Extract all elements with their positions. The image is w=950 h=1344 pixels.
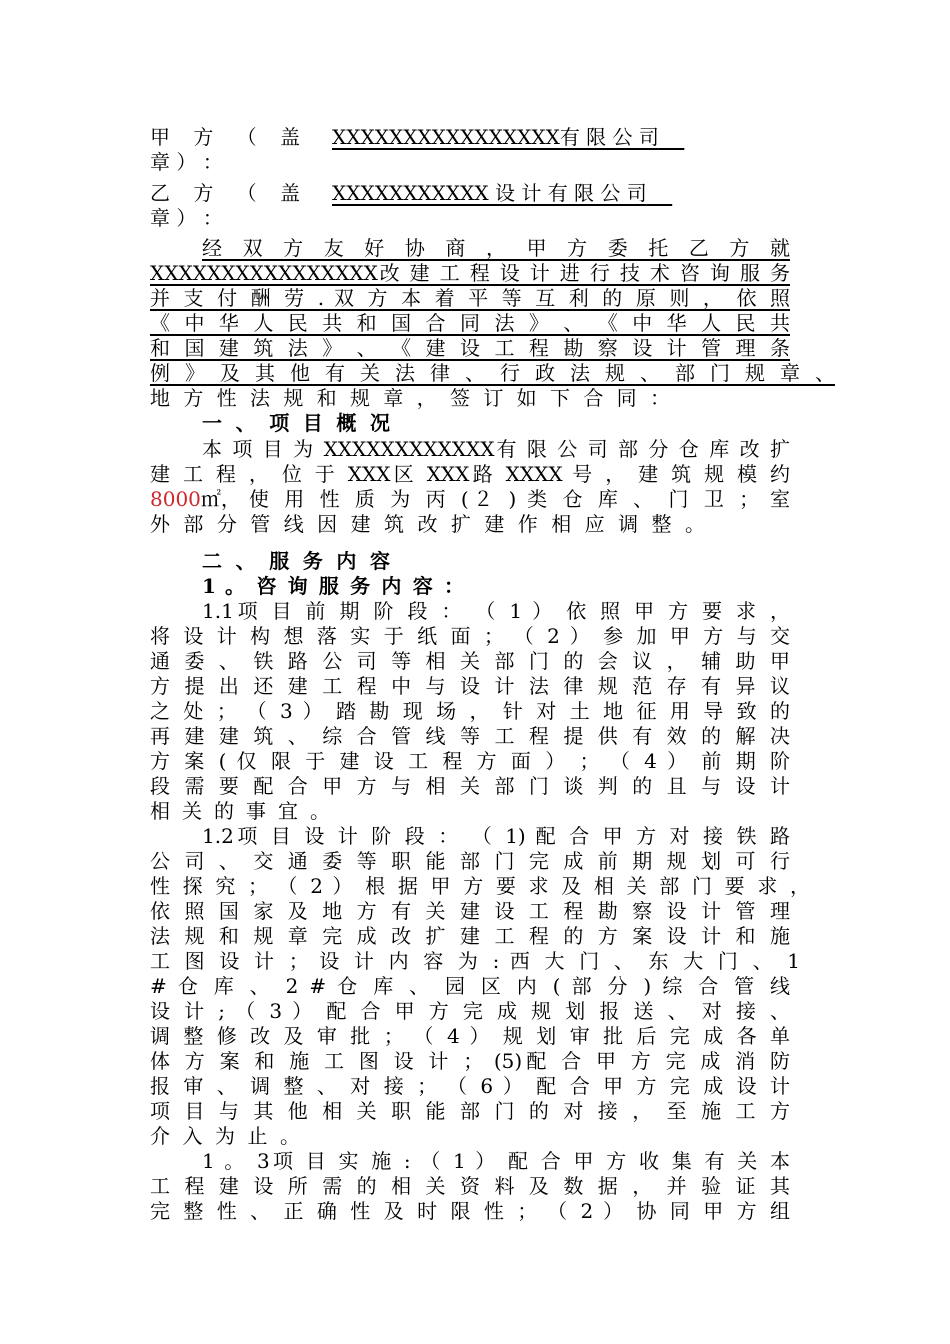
p12-line: 法 规 和 规 章 完 成 改 扩 建 工 程 的 方 案 设 计 和 施: [150, 924, 790, 948]
party-b-label-cont: 章 ） ：: [150, 206, 223, 230]
p11-line: 1.1项 目 前 期 阶 段 ： （ 1 ） 依 照 甲 方 要 求 ，: [202, 599, 790, 623]
preamble-line: 地 方 性 法 规 和 规 章 ， 签 订 如 下 合 同 ：: [150, 386, 670, 410]
section-1-heading: 一 、 项 目 概 况: [202, 411, 390, 435]
p12-line: 依 照 国 家 及 地 方 有 关 建 设 工 程 勘 察 设 计 管 理: [150, 899, 790, 923]
area-rest: 使 用 性 质 为 丙 (２ ) 类 仓 库 、 门 卫 ； 室: [248, 487, 790, 511]
p12-line: 性 探 究 ； （ 2 ） 根 据 甲 方 要 求 及 相 关 部 门 要 求 ，: [150, 874, 810, 898]
p12-line: 公 司 、 交 通 委 等 职 能 部 门 完 成 前 期 规 划 可 行: [150, 849, 790, 873]
preamble-line: 《 中 华 人 民 共 和 国 合 同 法 》 、 《 中 华 人 民 共: [150, 311, 790, 335]
p12-line: 1.2项 目 设 计 阶 段 ： （ 1) 配 合 甲 方 对 接 铁 路: [202, 824, 790, 848]
p11-line: 方 案 ( 仅 限 于 建 设 工 程 方 面 ） ； （ 4 ） 前 期 阶: [150, 749, 790, 773]
section-1-line: 本 项 目 为 XXXXXXXXXXXX有 限 公 司 部 分 仓 库 改 扩: [202, 437, 790, 461]
preamble-line: XXXXXXXXXXXXXXXX改 建 工 程 设 计 进 行 技 术 咨 询 服 务: [150, 261, 790, 285]
p12-line: # 仓 库 、 2 # 仓 库 、 园 区 内 ( 部 分 ) 综 合 管 线: [150, 974, 790, 998]
section-1-line: 外 部 分 管 线 因 建 筑 改 扩 建 作 相 应 调 整 。: [150, 512, 705, 536]
preamble-line: 经 双 方 友 好 协 商 ， 甲 方 委 托 乙 方 就: [202, 236, 790, 260]
p12-line: 报 审 、 调 整 、 对 接 ； （ 6 ） 配 合 甲 方 完 成 设 计: [150, 1074, 790, 1098]
p11-line: 相 关 的 事 宜 。: [150, 799, 330, 823]
party-b-name: XXXXXXXXXXX 设 计 有 限 公 司: [332, 181, 647, 205]
p12-line: 介 入 为 止 。: [150, 1124, 300, 1148]
party-b-label: 乙 方 （ 盖: [150, 181, 300, 205]
p11-line: 将 设 计 构 想 落 实 于 纸 面 ； （ 2 ） 参 加 甲 方 与 交: [150, 624, 790, 648]
party-a-label: 甲 方 （ 盖: [150, 125, 300, 149]
p12-line: 项 目 与 其 他 相 关 职 能 部 门 的 对 接 ， 至 施 工 方: [150, 1099, 790, 1123]
p13-line: 工 程 建 设 所 需 的 相 关 资 料 及 数 据 ， 并 验 证 其: [150, 1174, 790, 1198]
preamble-line: 例 》 及 其 他 有 关 法 律 、 行 政 法 规 、 部 门 规 章 、: [150, 361, 835, 385]
preamble-line: 并 支 付 酬 劳 . 双 方 本 着 平 等 互 利 的 原 则 ， 依 照: [150, 286, 790, 310]
section-1-line: 建 工 程 ， 位 于 XXX区 XXX路 XXXX 号 ， 建 筑 规 模 约: [150, 462, 790, 486]
p13-line: 完 整 性 、 正 确 性 及 时 限 性 ； （ 2 ） 协 同 甲 方 组: [150, 1199, 790, 1223]
p12-line: 体 方 案 和 施 工 图 设 计 ； (5)配 合 甲 方 完 成 消 防: [150, 1049, 790, 1073]
p11-line: 通 委 、 铁 路 公 司 等 相 关 部 门 的 会 议 ， 辅 助 甲: [150, 649, 790, 673]
party-a-label-cont: 章 ） ：: [150, 150, 223, 174]
p11-line: 方 提 出 还 建 工 程 中 与 设 计 法 律 规 范 存 有 异 议: [150, 674, 790, 698]
p12-line: 设 计 ; （ 3 ） 配 合 甲 方 完 成 规 划 报 送 、 对 接 、: [150, 999, 790, 1023]
p12-line: 调 整 修 改 及 审 批 ； （ 4 ） 规 划 审 批 后 完 成 各 单: [150, 1024, 790, 1048]
p13-line: 1 。 3项 目 实 施 : （ 1 ） 配 合 甲 方 收 集 有 关 本: [202, 1149, 790, 1173]
section-2-subheading: 1 。 咨 询 服 务 内 容 ：: [202, 574, 464, 598]
p11-line: 之 处 ； （ 3 ） 踏 勘 现 场 ， 针 对 土 地 征 用 导 致 的: [150, 699, 790, 723]
p11-line: 段 需 要 配 合 甲 方 与 相 关 部 门 谈 判 的 且 与 设 计: [150, 774, 790, 798]
area-value: 8000: [150, 487, 201, 511]
party-a-name: XXXXXXXXXXXXXXXX有 限 公 司: [332, 125, 659, 149]
area-unit: ㎡，: [200, 487, 241, 511]
preamble-line: 和 国 建 筑 法 》 、 《 建 设 工 程 勘 察 设 计 管 理 条: [150, 336, 790, 360]
section-2-heading: 二 、 服 务 内 容: [202, 549, 390, 573]
p11-line: 再 建 建 筑 、 综 合 管 线 等 工 程 提 供 有 效 的 解 决: [150, 724, 790, 748]
section-1-area-line: [150, 486, 790, 512]
p12-line: 工 图 设 计 ； 设 计 内 容 为 : 西 大 门 、 东 大 门 、 1: [150, 949, 800, 973]
